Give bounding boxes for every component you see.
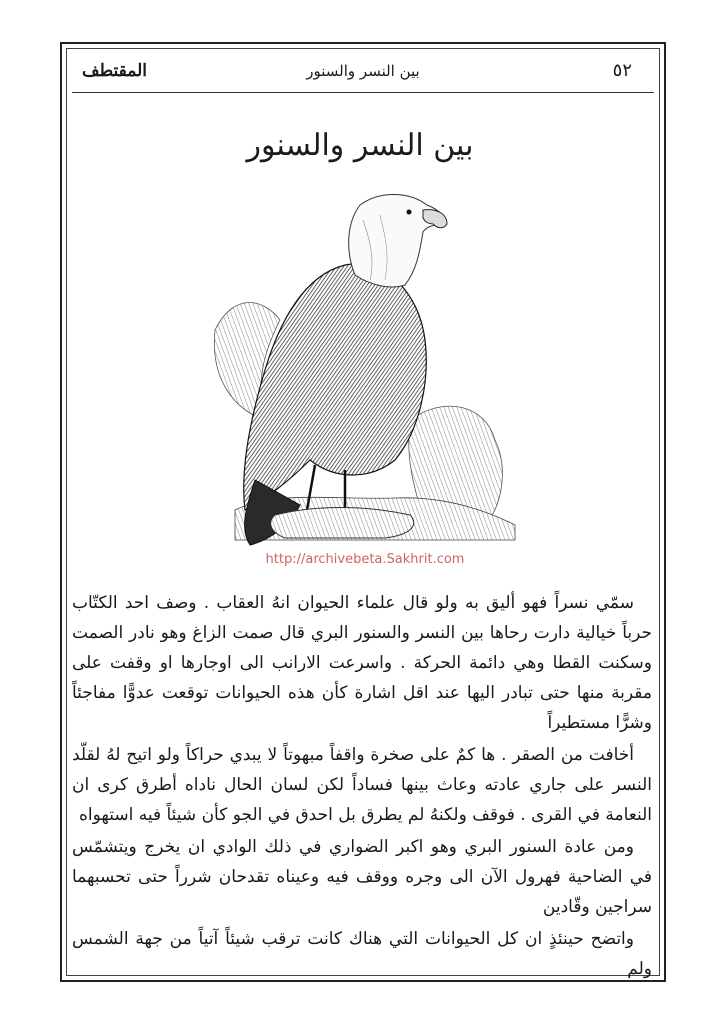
paragraph: واتضح حينئذٍ ان كل الحيوانات التي هناك كانت ترقب شيئاً آتياً من جهة الشمس ولم xyxy=(72,929,652,979)
running-title: بين النسر والسنور xyxy=(306,62,420,80)
page-header xyxy=(72,58,654,88)
paragraph: أخافت من الصقر . ها كمٌ على صخرة واقفاً مبهوتاً لا يبدي حراكاً ولو اتيح لهُ لقلّد النسر على جاري عادته وعاث بينها فساداً لكن لسان الحال ناداه أطرق كرى ان النعامة في القرى . فوقف ولكنهُ لم يطرق بل احدق في الجو كأن شيئاً فيه استهواه xyxy=(72,745,652,825)
eagle-engraving-illustration xyxy=(195,180,535,560)
header-rule xyxy=(72,92,654,93)
journal-name: المقتطف xyxy=(82,61,148,81)
paragraph: سمّي نسراً فهو أليق به ولو قال علماء الحيوان انهُ العقاب . وصف احد الكتّاب حرباً خيالية دارت رحاها بين النسر والسنور البري قال صمت الزاغ وهو نادر الصمت وسكنت القطا وهي دائمة الحركة . واسرعت الارانب الى اوجارها او وقفت على مقربة منها حتى تبادر اليها عند اقل اشارة كأن هذه الحيوانات توقعت عدوًّا مفاجئاً وشرًّا مستطيراً xyxy=(72,593,652,733)
archive-watermark: http://archivebeta.Sakhrit.com xyxy=(265,552,465,567)
page-number: ٥٢ xyxy=(612,60,632,81)
paragraph: ومن عادة السنور البري وهو اكبر الضواري في ذلك الوادي ان يخرج ويتشمّس في الضاحية فهرول الآن الى وجره ووقف فيه وعيناه تقدحان شرراً حتى تحسبهما سراجين وقّادين xyxy=(72,837,652,917)
article-body xyxy=(72,588,652,986)
article-title: بين النسر والسنور xyxy=(246,128,474,163)
